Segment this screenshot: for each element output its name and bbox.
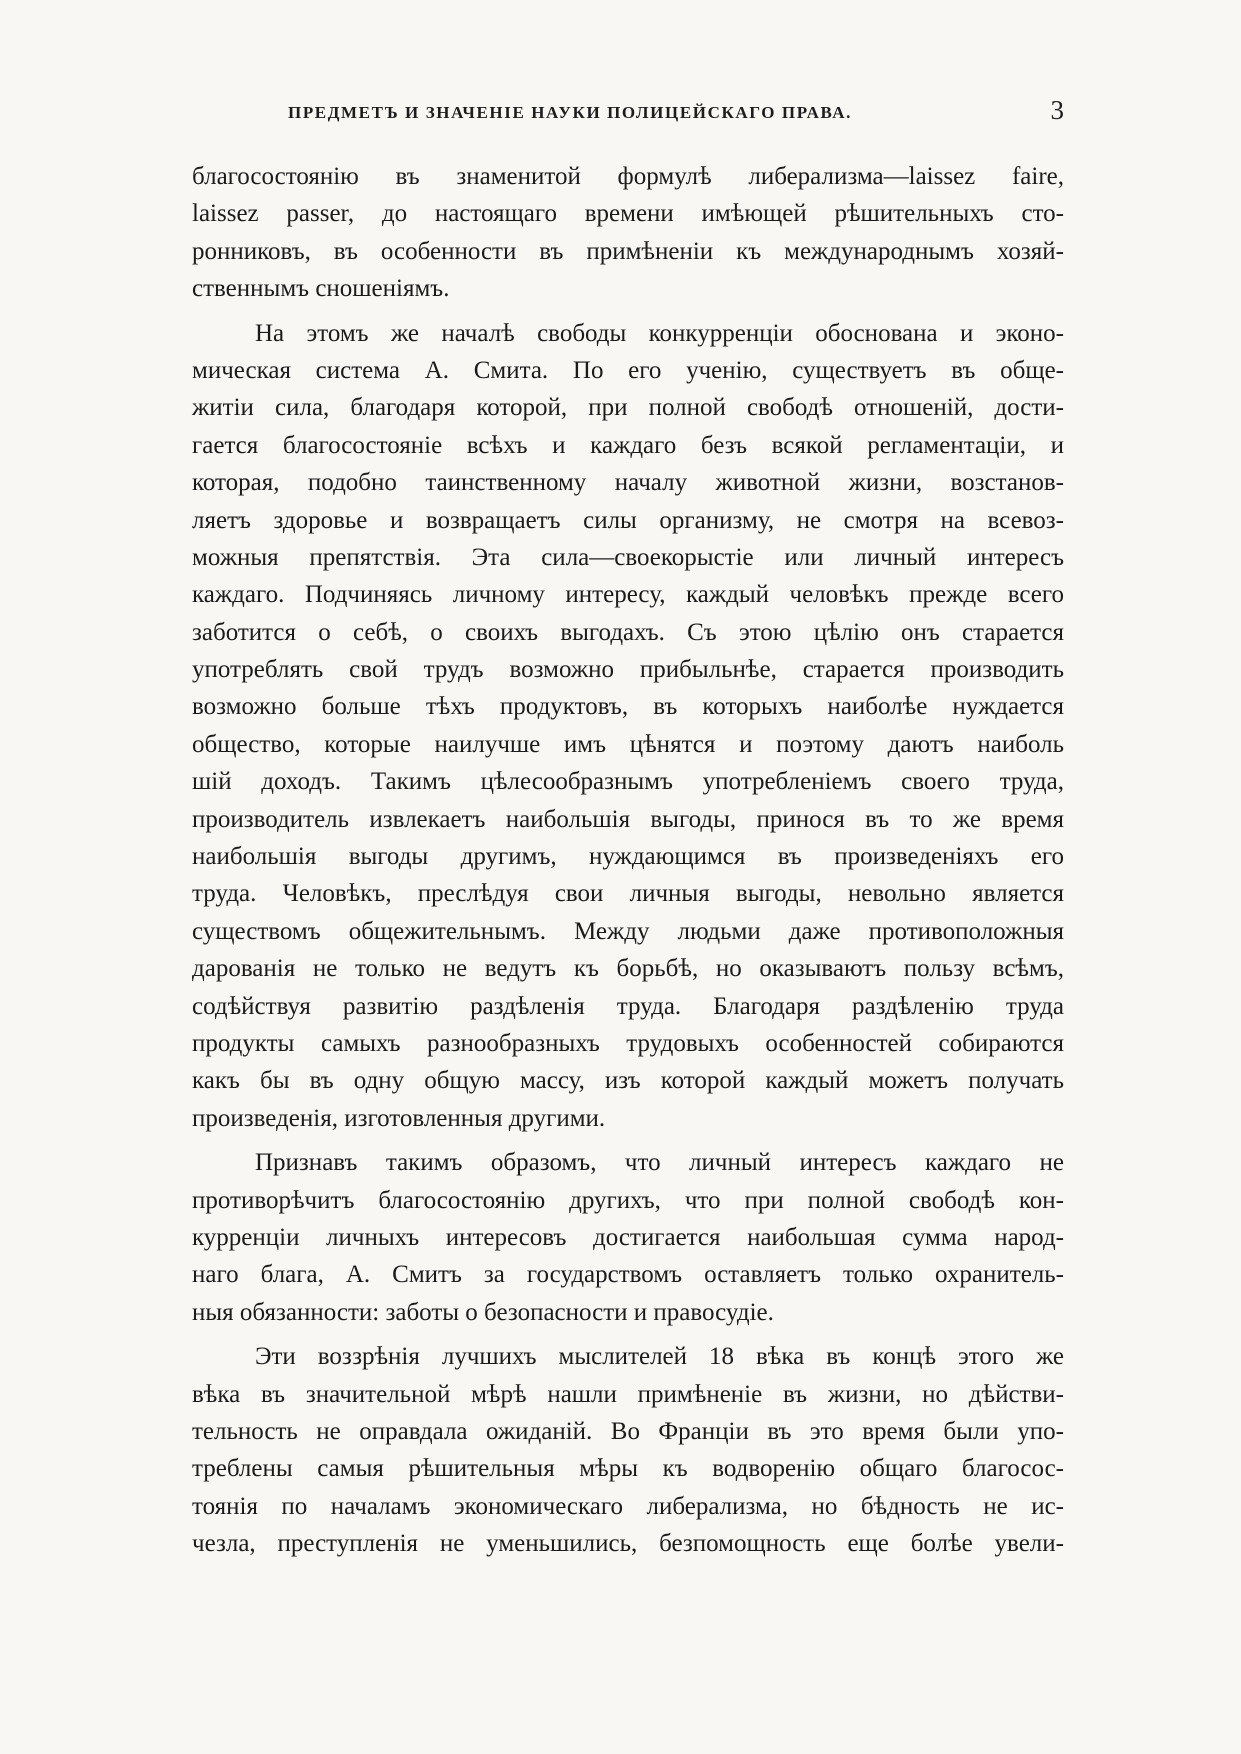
text-line: наго блага, А. Смитъ за государствомъ оставляетъ только охранитель- <box>192 1261 1064 1289</box>
text-line: противорѣчитъ благосостоянію другихъ, что при полной свободѣ кон- <box>192 1186 1064 1214</box>
text-line: продукты самыхъ разнообразныхъ трудовыхъ особенностей собираются <box>192 1029 1064 1057</box>
text-line: заботится о себѣ, о своихъ выгодахъ. Съ этою цѣлію онъ старается <box>192 618 1064 646</box>
text-line: производитель извлекаетъ наибольшія выгоды, принося въ то же время <box>192 805 1064 833</box>
paragraph-2 <box>192 315 1064 1138</box>
text-line: laissez passer, до настоящаго времени имѣющей рѣшительныхъ сто- <box>192 200 1064 228</box>
running-title: ПРЕДМЕТЪ И ЗНАЧЕНІЕ НАУКИ ПОЛИЦЕЙСКАГО ПРАВА. <box>288 103 853 122</box>
text-line: общество, которые наилучше имъ цѣнятся и поэтому даютъ наиболь <box>192 730 1064 758</box>
text-line: возможно больше тѣхъ продуктовъ, въ которыхъ наиболѣе нуждается <box>192 693 1064 721</box>
text-line: курренціи личныхъ интересовъ достигается наибольшая сумма народ- <box>192 1223 1064 1251</box>
text-line: ственнымъ сношеніямъ. <box>192 275 450 303</box>
text-line: благосостоянію въ знаменитой формулѣ либерализма—laissez faire, <box>192 163 1064 190</box>
text-line: чезла, преступленія не уменьшились, безпомощность еще болѣе увели- <box>192 1530 1064 1558</box>
paragraph-4 <box>192 1338 1064 1562</box>
text-line: дарованія не только не ведутъ къ борьбѣ, но оказываютъ пользу всѣмъ, <box>192 955 1064 983</box>
text-line: тоянія по началамъ экономическаго либерализма, но бѣдность не ис- <box>192 1492 1064 1520</box>
text-line: вѣка въ значительной мѣрѣ нашли примѣненіе въ жизни, но дѣйстви- <box>192 1380 1064 1408</box>
text-line: мическая система А. Смита. По его ученію, существуетъ въ обще- <box>192 356 1064 384</box>
text-line: ронниковъ, въ особенности въ примѣненіи къ международнымъ хозяй- <box>192 237 1064 265</box>
text-line: житіи сила, благодаря которой, при полной свободѣ отношеній, дости- <box>192 394 1064 422</box>
text-line: тельность не оправдала ожиданій. Во Франціи въ это время были упо- <box>192 1417 1064 1445</box>
text-line: можныя препятствія. Эта сила—своекорыстіе или личный интересъ <box>192 543 1064 571</box>
text-line: шій доходъ. Такимъ цѣлесообразнымъ употребленіемъ своего труда, <box>192 768 1064 796</box>
text-line: употреблять свой трудъ возможно прибыльнѣе, старается производить <box>192 656 1064 684</box>
text-line: произведенія, изготовленныя другими. <box>192 1104 606 1132</box>
text-line: какъ бы въ одну общую массу, изъ которой каждый можетъ получать <box>192 1067 1064 1095</box>
text-line: гается благосостояніе всѣхъ и каждаго безъ всякой регламентаціи, и <box>192 431 1064 459</box>
text-line: треблены самыя рѣшительныя мѣры къ водворенію общаго благосос- <box>192 1455 1064 1483</box>
text-line: существомъ общежительнымъ. Между людьми даже противоположныя <box>192 917 1064 945</box>
text-line: Эти воззрѣнія лучшихъ мыслителей 18 вѣка въ концѣ этого же <box>255 1343 1064 1371</box>
paragraph-1 <box>192 158 1064 308</box>
page-header <box>192 95 1064 139</box>
text-line: На этомъ же началѣ свободы конкурренціи обоснована и эконо- <box>255 319 1064 347</box>
text-line: каждаго. Подчиняясь личному интересу, каждый человѣкъ прежде всего <box>192 581 1064 609</box>
body-text <box>192 158 1064 1562</box>
text-line: наибольшія выгоды другимъ, нуждающимся въ произведеніяхъ его <box>192 843 1064 871</box>
text-line: труда. Человѣкъ, преслѣдуя свои личныя выгоды, невольно является <box>192 880 1064 908</box>
text-line: содѣйствуя развитію раздѣленія труда. Благодаря раздѣленію труда <box>192 992 1064 1020</box>
page-number: 3 <box>1050 95 1064 125</box>
text-line: которая, подобно таинственному началу животной жизни, возстанов- <box>192 469 1064 497</box>
text-line: Признавъ такимъ образомъ, что личный интересъ каждаго не <box>255 1149 1064 1177</box>
text-line: ныя обязанности: заботы о безопасности и правосудіе. <box>192 1298 774 1326</box>
text-line: ляетъ здоровье и возвращаетъ силы организму, не смотря на всевоз- <box>192 506 1064 534</box>
paragraph-3 <box>192 1144 1064 1331</box>
